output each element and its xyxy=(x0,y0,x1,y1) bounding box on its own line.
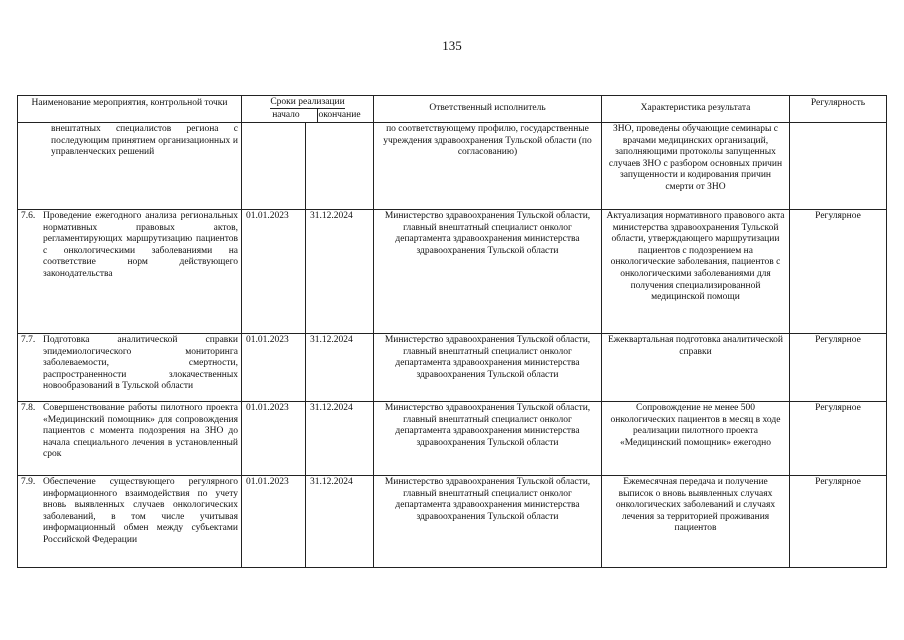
header-name: Наименование мероприятия, контрольной точки xyxy=(18,96,242,123)
header-end: окончание xyxy=(318,110,361,120)
row-result: Актуализация нормативного правового акта министерства здравоохранения Тульской области, утверждающего маршрутизации пациентов с подозрением на онкологические заболевания, пациентов с онкологическими заболеваниями для получения специализированной медицинской помощи xyxy=(602,210,790,334)
header-dates-title: Сроки реализации xyxy=(270,97,345,107)
row-name-cell xyxy=(18,123,242,210)
row-name: Подготовка аналитической справки эпидемиологического мониторинга заболеваемости, смертности, распространенности злокачественных новообразований в Тульской области xyxy=(43,335,238,392)
row-end: 31.12.2024 xyxy=(306,210,374,334)
row-regularity: Регулярное xyxy=(790,210,887,334)
table-row xyxy=(18,402,887,476)
row-number: 7.9. xyxy=(21,477,36,487)
row-executor: Министерство здравоохранения Тульской области, главный внештатный специалист онколог департамента здравоохранения министерства здравоохранения Тульской области xyxy=(374,334,602,402)
measures-table xyxy=(17,95,887,568)
row-regularity: Регулярное xyxy=(790,476,887,568)
row-result: Сопровождение не менее 500 онкологических пациентов в месяц в ходе реализации пилотного проекта «Медицинский помощник» ежегодно xyxy=(602,402,790,476)
table-header xyxy=(18,96,887,123)
row-start: 01.01.2023 xyxy=(242,402,306,476)
row-number xyxy=(21,124,43,208)
row-name-cell xyxy=(18,402,242,476)
row-end xyxy=(306,123,374,210)
header-result: Характеристика результата xyxy=(602,96,790,123)
row-result: Ежеквартальная подготовка аналитической справки xyxy=(602,334,790,402)
row-name: Совершенствование работы пилотного проекта «Медицинский помощник» для сопровождения пациентов с момента подозрения на ЗНО до начала специального лечения в установленный срок xyxy=(43,403,238,460)
row-executor: по соответствующему профилю, государственные учреждения здравоохранения Тульской области (по согласованию) xyxy=(374,123,602,210)
header-regularity: Регулярность xyxy=(790,96,887,123)
row-name: внештатных специалистов региона с последующим принятием организационных и управленческих решений xyxy=(51,124,238,158)
header-executor: Ответственный исполнитель xyxy=(374,96,602,123)
row-result: Ежемесячная передача и получение выписок о вновь выявленных случаях онкологических заболеваний и случаях лечения за территорией проживания пациентов xyxy=(602,476,790,568)
row-end: 31.12.2024 xyxy=(306,334,374,402)
table-row xyxy=(18,334,887,402)
row-number: 7.6. xyxy=(21,211,36,221)
row-regularity: Регулярное xyxy=(790,402,887,476)
row-name-cell xyxy=(18,476,242,568)
row-regularity xyxy=(790,123,887,210)
row-number: 7.8. xyxy=(21,403,36,413)
row-start: 01.01.2023 xyxy=(242,334,306,402)
row-start xyxy=(242,123,306,210)
row-start: 01.01.2023 xyxy=(242,476,306,568)
row-number: 7.7. xyxy=(21,335,36,345)
header-start: начало xyxy=(254,109,318,122)
row-name: Проведение ежегодного анализа региональных нормативных правовых актов, регламентирующих маршрутизацию пациентов с онкологическими заболеваниями на соответствие норм действующего законодательства xyxy=(43,211,238,279)
row-name-cell xyxy=(18,334,242,402)
row-name: Обеспечение существующего регулярного информационного взаимодействия по учету вновь выявленных случаев онкологических заболеваний, в том числе учитывая информационный обмен между субъектами Российской Федерации xyxy=(43,477,238,545)
table-row xyxy=(18,476,887,568)
row-start: 01.01.2023 xyxy=(242,210,306,334)
row-name-cell xyxy=(18,210,242,334)
header-dates xyxy=(242,96,374,123)
row-end: 31.12.2024 xyxy=(306,476,374,568)
table-row xyxy=(18,210,887,334)
row-executor: Министерство здравоохранения Тульской области, главный внештатный специалист онколог департамента здравоохранения министерства здравоохранения Тульской области xyxy=(374,476,602,568)
row-executor: Министерство здравоохранения Тульской области, главный внештатный специалист онколог департамента здравоохранения министерства здравоохранения Тульской области xyxy=(374,210,602,334)
row-end: 31.12.2024 xyxy=(306,402,374,476)
table-row xyxy=(18,123,887,210)
row-executor: Министерство здравоохранения Тульской области, главный внештатный специалист онколог департамента здравоохранения министерства здравоохранения Тульской области xyxy=(374,402,602,476)
row-result: ЗНО, проведены обучающие семинары с врачами медицинских организаций, заполняющими протоколы запущенных случаев ЗНО с разбором основных причин запущенности и кодирования причин смерти от ЗНО xyxy=(602,123,790,210)
page-number: 135 xyxy=(442,38,462,53)
row-regularity: Регулярное xyxy=(790,334,887,402)
